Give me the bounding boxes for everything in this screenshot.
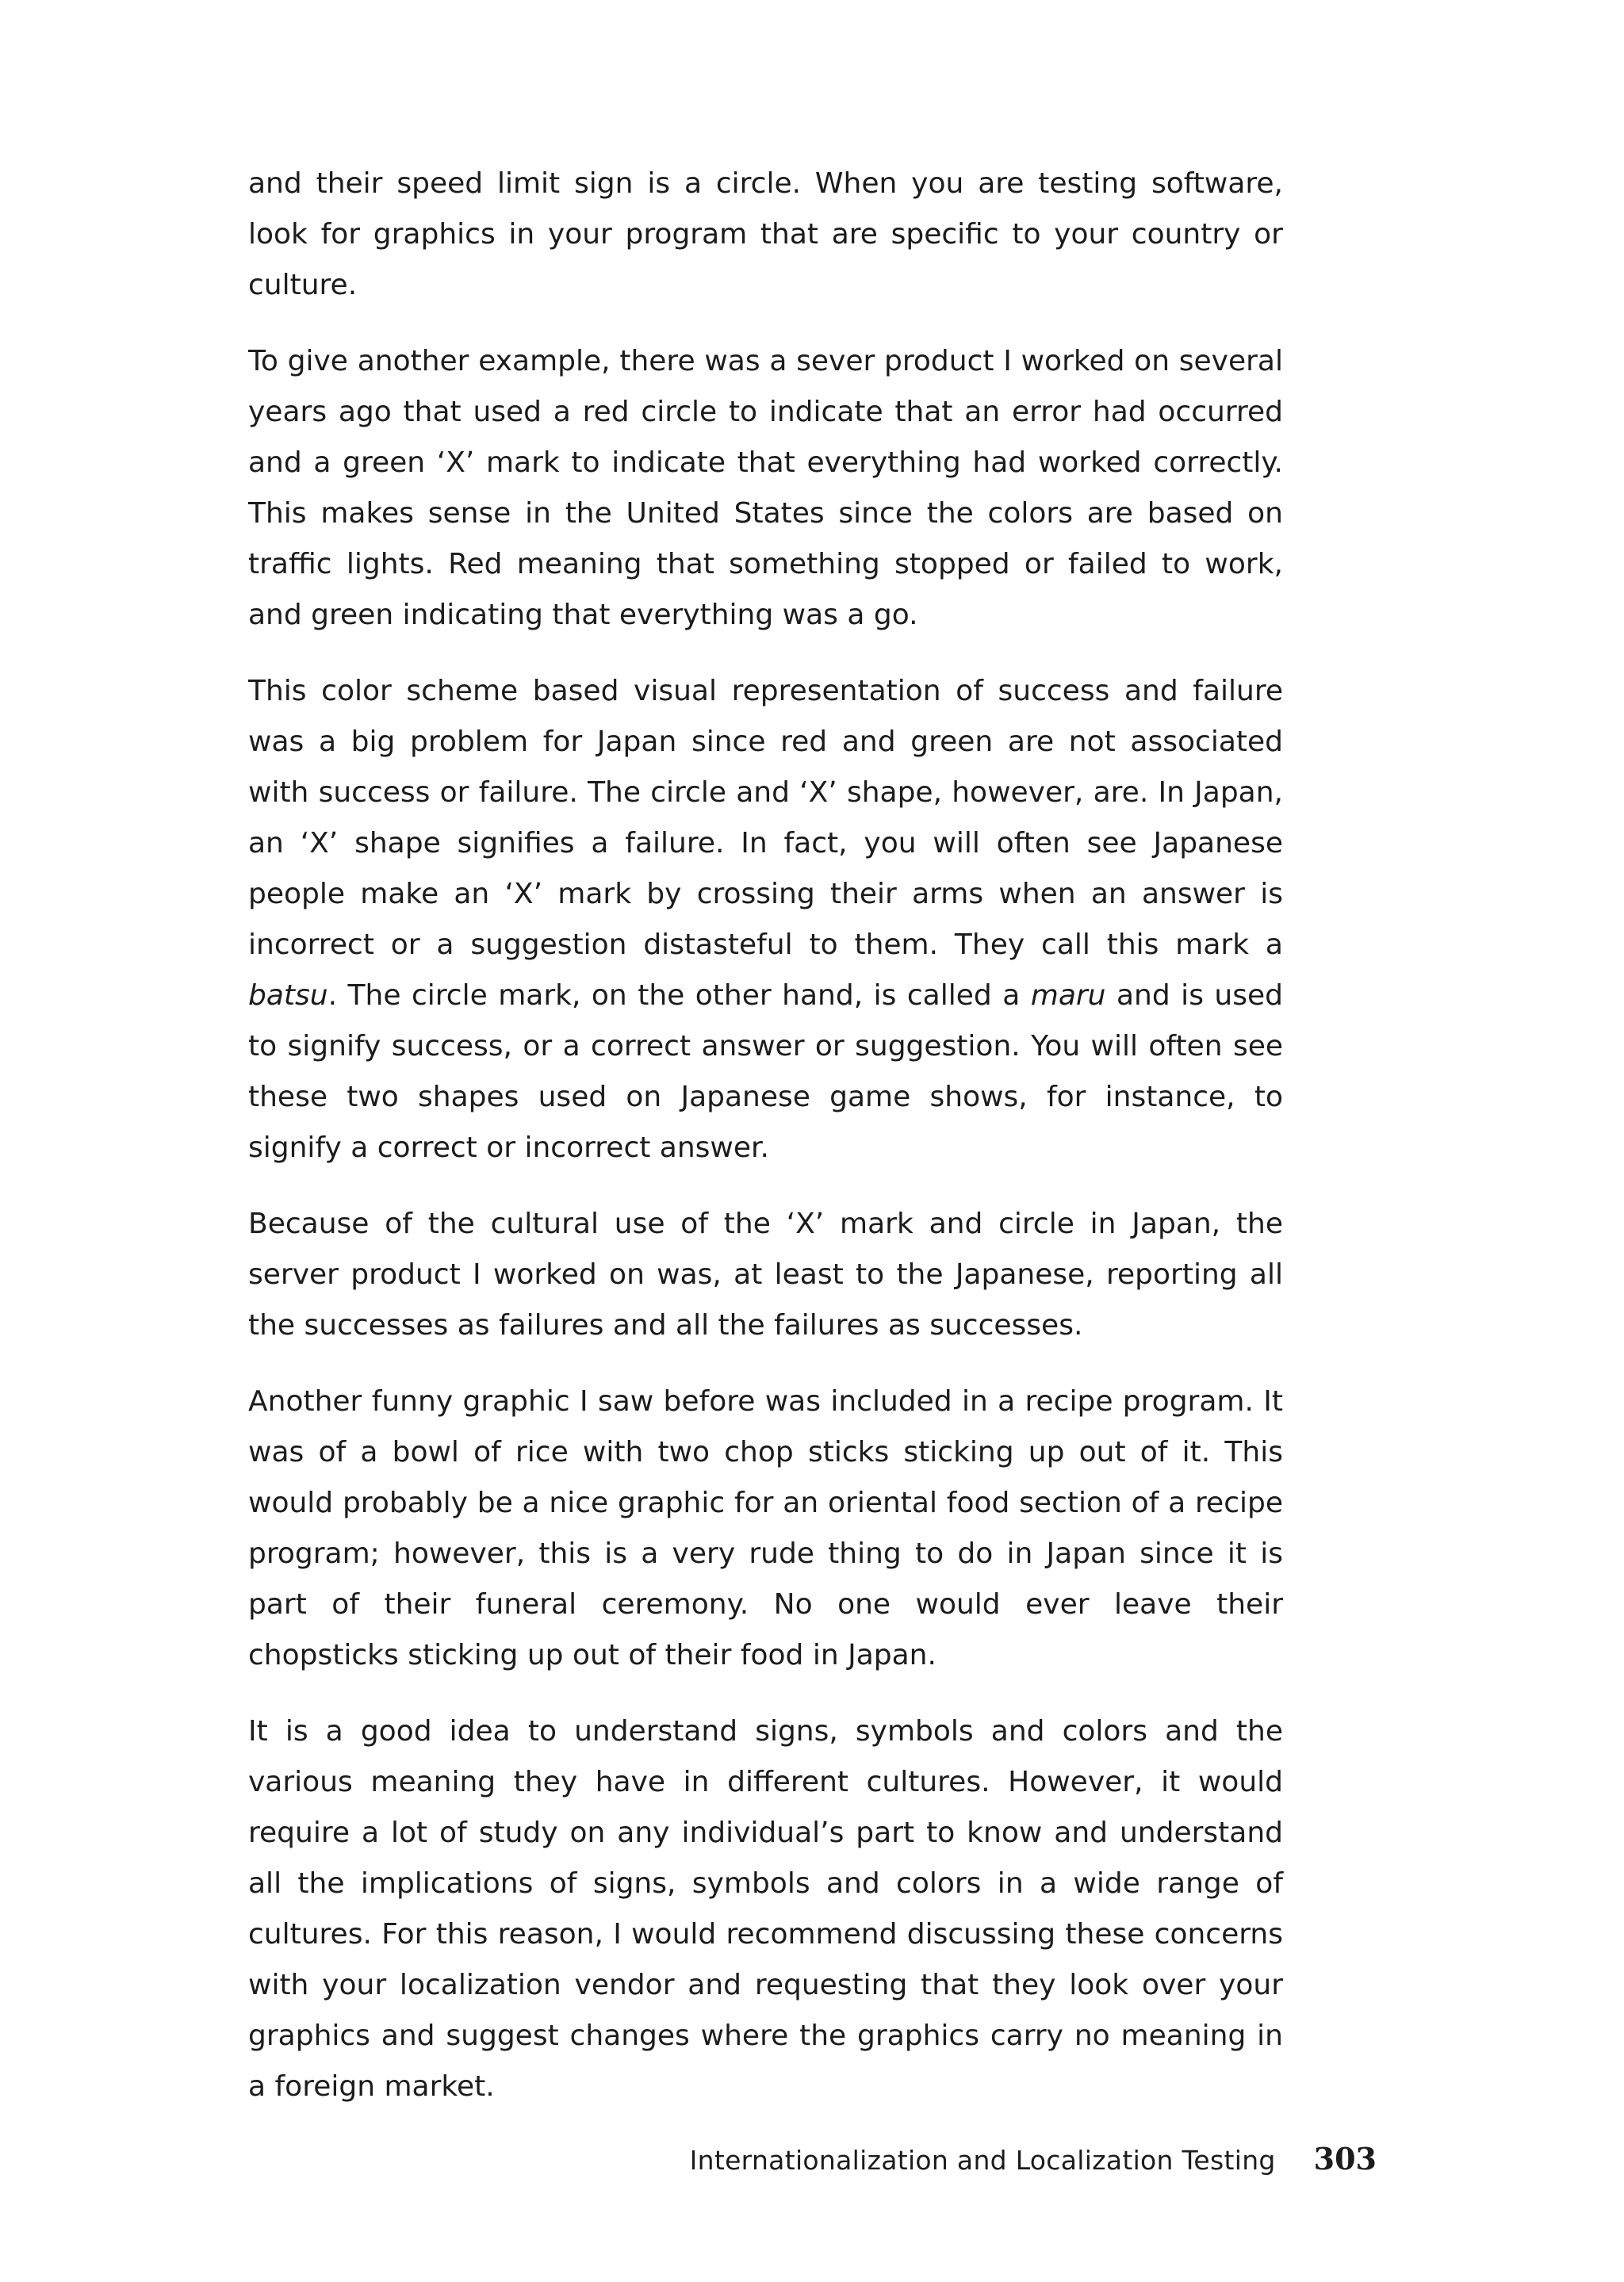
paragraph-text: To give another example, there was a sever product I worked on several years ago that used a red circle to indicate that an error had occurred and a green ‘X’ mark to indicate that everything had worked correctly. This makes sense in the United States since the colors are based on traffic lights. Red meaning that something stopped or failed to work, and green indicating that everything was a go.: [248, 345, 1283, 631]
paragraph-3: [248, 666, 1283, 1174]
paragraph-6: [248, 1706, 1283, 2112]
term-batsu: batsu: [248, 979, 328, 1012]
paragraph-text: It is a good idea to understand signs, symbols and colors and the various meaning they have in different cultures. However, it would require a lot of study on any individual’s part to know and understand all the implications of signs, symbols and colors in a wide range of cultures. For this reason, I would recommend discussing these concerns with your localization vendor and requesting that they look over your graphics and suggest changes where the graphics carry no meaning in a foreign market.: [248, 1715, 1283, 2103]
paragraph-5: [248, 1376, 1283, 1681]
term-maru: maru: [1030, 979, 1106, 1012]
paragraph-text: Another funny graphic I saw before was included in a recipe program. It was of a bowl of rice with two chop sticks sticking up out of it. This would probably be a nice graphic for an oriental food section of a recipe program; however, this is a very rude thing to do in Japan since it is part of their funeral ceremony. No one would ever leave their chopsticks sticking up out of their food in Japan.: [248, 1385, 1283, 1671]
paragraph-text: and their speed limit sign is a circle. When you are testing software, look for graphics in your program that are specific to your country or culture.: [248, 167, 1283, 301]
paragraph-text: and is used to signify success, or a correct answer or suggestion. You will often see these two shapes used on Japanese game shows, for instance, to signify a correct or incorrect answer.: [248, 979, 1283, 1164]
page-footer: [690, 2141, 1377, 2188]
paragraph-2: [248, 336, 1283, 641]
paragraph-text: . The circle mark, on the other hand, is called a: [327, 979, 1031, 1012]
paragraph-1: [248, 159, 1283, 311]
paragraph-text: Because of the cultural use of the ‘X’ mark and circle in Japan, the server product I worked on was, at least to the Japanese, reporting all the successes as failures and all the failures as successes.: [248, 1208, 1283, 1342]
running-footer-title: Internationalization and Localization Testing: [689, 2145, 1276, 2176]
paragraph-text: This color scheme based visual representation of success and failure was a big problem for Japan since red and green are not associated with success or failure. The circle and ‘X’ shape, however, are. In Japan, an ‘X’ shape signifies a failure. In fact, you will often see Japanese people make an ‘X’ mark by crossing their arms when an answer is incorrect or a suggestion distasteful to them. They call this mark a: [248, 675, 1283, 961]
body-text: [248, 159, 1283, 2138]
page-number: 303: [1313, 2141, 1377, 2177]
paragraph-4: [248, 1199, 1283, 1351]
